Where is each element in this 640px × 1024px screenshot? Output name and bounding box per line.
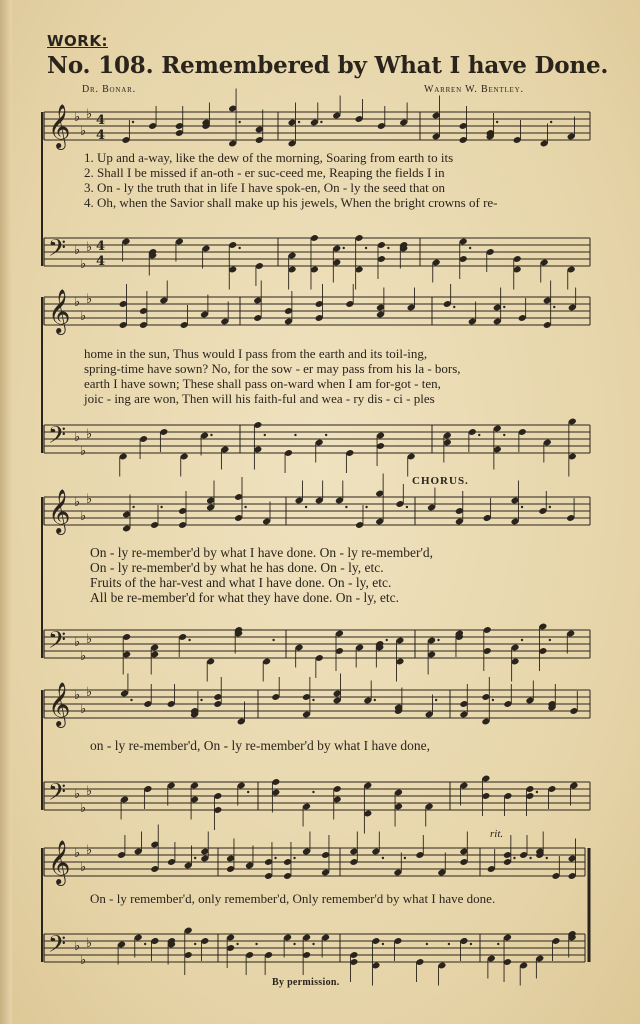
dot xyxy=(374,699,376,701)
key-flat: ♭ xyxy=(74,635,81,650)
chorus-lyrics-system-3 xyxy=(90,891,495,906)
dot xyxy=(365,506,367,508)
key-flat: ♭ xyxy=(74,243,81,258)
dot xyxy=(437,639,439,641)
verse-line: 3. On - ly the truth that in life I have spok-en, On - ly the seed that on xyxy=(84,180,446,195)
chorus-lyrics-system-2 xyxy=(90,738,430,753)
verse-line: 1. Up and a-way, like the dew of the morning, Soaring from earth to its xyxy=(84,150,454,165)
key-flat: ♭ xyxy=(80,702,87,717)
dot xyxy=(272,639,274,641)
bass-clef: 𝄢 xyxy=(48,626,67,659)
dot xyxy=(160,506,162,508)
dot xyxy=(553,306,555,308)
dot xyxy=(546,857,548,859)
dot xyxy=(132,506,134,508)
verse-line: 4. Oh, when the Savior shall make up his jewels, When the bright crowns of re- xyxy=(84,195,498,210)
dot xyxy=(325,434,327,436)
verse-lyrics-system-1 xyxy=(84,150,498,210)
dot xyxy=(503,434,505,436)
dot xyxy=(238,247,240,249)
verse-line: home in the sun, Thus would I pass from the earth and its toil-ing, xyxy=(84,346,428,361)
treble-clef: 𝄞 xyxy=(48,104,71,148)
bass-clef: 𝄢 xyxy=(48,234,67,267)
dot xyxy=(426,943,428,945)
dot xyxy=(365,247,367,249)
dot xyxy=(387,247,389,249)
dot xyxy=(294,434,296,436)
dot xyxy=(492,699,494,701)
dot xyxy=(521,506,523,508)
chorus-lyrics-system-1 xyxy=(90,545,433,605)
key-flat: ♭ xyxy=(86,632,93,647)
dot xyxy=(521,639,523,641)
dot xyxy=(549,639,551,641)
dot xyxy=(132,121,134,123)
time-signature-top: 4 xyxy=(96,113,106,128)
chorus-line: All be re-member'd for what they have done. On - ly, etc. xyxy=(90,590,399,605)
dot xyxy=(200,699,202,701)
dot xyxy=(305,506,307,508)
key-flat: ♭ xyxy=(74,495,81,510)
composer-credit: Warren W. Bentley. xyxy=(424,84,524,95)
key-flat: ♭ xyxy=(86,843,93,858)
dot xyxy=(406,506,408,508)
dot xyxy=(238,121,240,123)
treble-clef: 𝄞 xyxy=(48,840,71,884)
key-flat: ♭ xyxy=(74,430,81,445)
key-flat: ♭ xyxy=(80,124,87,139)
dot xyxy=(247,791,249,793)
verse-line: joic - ing are won, Then will his faith-ful and wea - ry dis - ci - ples xyxy=(84,391,435,406)
dot xyxy=(264,434,266,436)
dot xyxy=(345,506,347,508)
bass-clef: 𝄢 xyxy=(48,421,67,454)
dot xyxy=(470,943,472,945)
dot xyxy=(550,121,552,123)
key-flat: ♭ xyxy=(86,492,93,507)
dot xyxy=(274,857,276,859)
key-flat: ♭ xyxy=(80,649,87,664)
bass-clef: 𝄢 xyxy=(48,930,67,963)
dot xyxy=(255,943,257,945)
key-flat: ♭ xyxy=(80,444,87,459)
dot xyxy=(382,857,384,859)
key-flat: ♭ xyxy=(80,860,87,875)
dot xyxy=(244,506,246,508)
dot xyxy=(210,434,212,436)
dot xyxy=(478,434,480,436)
dot xyxy=(312,791,314,793)
key-flat: ♭ xyxy=(74,846,81,861)
key-flat: ♭ xyxy=(86,292,93,307)
bass-clef: 𝄢 xyxy=(48,778,67,811)
key-flat: ♭ xyxy=(86,107,93,122)
key-flat: ♭ xyxy=(86,936,93,951)
key-flat: ♭ xyxy=(86,784,93,799)
key-flat: ♭ xyxy=(86,685,93,700)
dot xyxy=(529,857,531,859)
chorus-label: CHORUS. xyxy=(412,475,469,487)
chorus-line: on - ly re-member'd, On - ly re-member'd by what I have done, xyxy=(90,738,430,753)
verse-line: 2. Shall I be missed if an-oth - er suc-ceed me, Reaping the fields I in xyxy=(84,165,445,180)
key-flat: ♭ xyxy=(74,939,81,954)
dot xyxy=(298,121,300,123)
verse-line: earth I have sown; These shall pass on-ward when I am for-got - ten, xyxy=(84,376,441,391)
dot xyxy=(513,857,515,859)
permission-note: By permission. xyxy=(272,977,340,988)
dot xyxy=(453,306,455,308)
dot xyxy=(343,247,345,249)
dot xyxy=(549,506,551,508)
dot xyxy=(497,943,499,945)
dot xyxy=(194,943,196,945)
dot xyxy=(469,247,471,249)
hymn-title: No. 108. Remembered by What I have Done. xyxy=(47,52,609,79)
dot xyxy=(144,943,146,945)
key-flat: ♭ xyxy=(80,309,87,324)
time-signature-bottom: 4 xyxy=(96,254,106,269)
ritardando-mark: rit. xyxy=(490,828,504,840)
dot xyxy=(435,699,437,701)
key-flat: ♭ xyxy=(80,953,87,968)
chorus-line: On - ly re-member'd by what he has done. On - ly, etc. xyxy=(90,560,384,575)
dot xyxy=(312,943,314,945)
chorus-line: Fruits of the har-vest and what I have done. On - ly, etc. xyxy=(90,575,392,590)
time-signature-top: 4 xyxy=(96,239,106,254)
dot xyxy=(503,306,505,308)
key-flat: ♭ xyxy=(74,110,81,125)
dot xyxy=(382,943,384,945)
dot xyxy=(312,699,314,701)
dot xyxy=(496,121,498,123)
key-flat: ♭ xyxy=(80,509,87,524)
dot xyxy=(404,857,406,859)
chorus-line: On - ly re-member'd by what I have done. On - ly re-member'd, xyxy=(90,545,433,560)
verse-lyrics-system-2 xyxy=(84,346,461,406)
dot xyxy=(236,943,238,945)
key-flat: ♭ xyxy=(74,295,81,310)
dot xyxy=(293,943,295,945)
treble-clef: 𝄞 xyxy=(48,682,71,726)
key-flat: ♭ xyxy=(80,257,87,272)
dot xyxy=(188,639,190,641)
dot xyxy=(293,857,295,859)
treble-clef: 𝄞 xyxy=(48,489,71,533)
key-flat: ♭ xyxy=(80,801,87,816)
dot xyxy=(130,699,132,701)
dot xyxy=(386,639,388,641)
work-label: WORK: xyxy=(47,32,108,50)
verse-line: spring-time have sown? No, for the sow - er may pass from his la - bors, xyxy=(84,361,461,376)
lyricist-credit: Dr. Bonar. xyxy=(82,84,136,95)
time-signature-bottom: 4 xyxy=(96,128,106,143)
dot xyxy=(320,121,322,123)
dot xyxy=(194,857,196,859)
dot xyxy=(448,943,450,945)
key-flat: ♭ xyxy=(86,427,93,442)
chorus-line: On - ly remember'd, only remember'd, Only remember'd by what I have done. xyxy=(90,891,496,906)
key-flat: ♭ xyxy=(86,240,93,255)
treble-clef: 𝄞 xyxy=(48,289,71,333)
key-flat: ♭ xyxy=(74,787,81,802)
key-flat: ♭ xyxy=(74,688,81,703)
dot xyxy=(536,791,538,793)
